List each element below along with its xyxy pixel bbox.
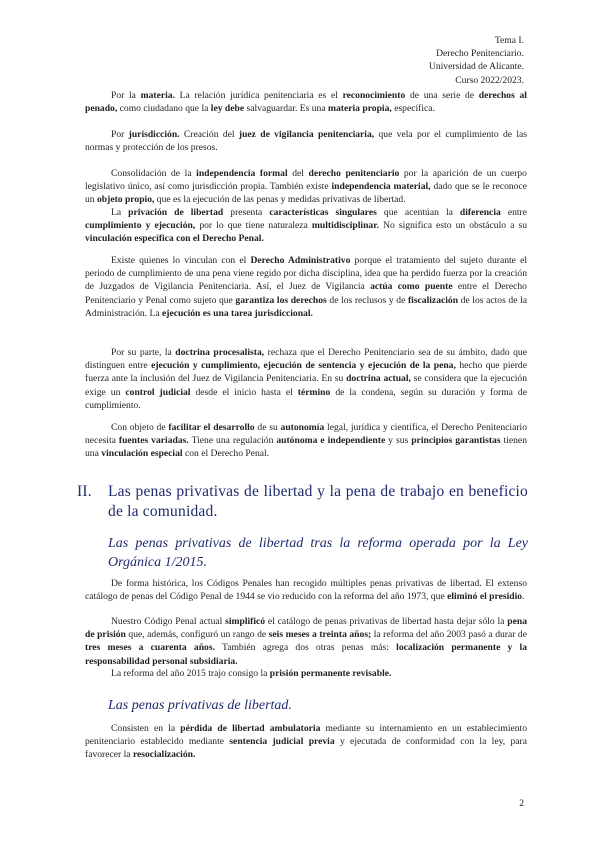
- text-run: que acentúan la: [376, 207, 460, 218]
- bold-text: simplificó: [225, 616, 266, 627]
- bold-text: vinculación especial: [101, 448, 183, 460]
- text-run: .: [522, 591, 525, 603]
- bold-text: fuentes variadas.: [118, 435, 189, 447]
- header-line: Curso 2022/2023.: [455, 74, 524, 86]
- bold-text: juez de vigilancia penitenciaria,: [238, 129, 375, 140]
- text-run: De forma histórica, los Códigos Penales han recogido múltiples penas privativas de libertad. El extenso catálogo de penas del Código Penal de 1944 se vio reducido con la reforma del año 1973, que: [85, 578, 527, 603]
- bold-text: término: [297, 386, 331, 398]
- header-line: Derecho Penitenciario.: [436, 48, 524, 60]
- text-run: legal, jurídica y científica, el Derecho Penitenciario necesita: [85, 422, 528, 447]
- paragraph-historia: [85, 577, 527, 603]
- text-run: específica.: [391, 103, 435, 115]
- text-run: de su: [254, 422, 281, 433]
- text-run: y ejecutada de conformidad con la ley, para favorecer la: [85, 736, 527, 761]
- text-run: que, además, configuró un rango de: [125, 629, 269, 641]
- bold-text: derecho penitenciario: [308, 168, 400, 179]
- text-run: de los reclusos y de: [326, 294, 408, 306]
- section-title: Las penas privativas de libertad y la pena de trabajo en beneficio de la comunidad.: [108, 483, 528, 520]
- bold-text: ejecución es una tarea jurisdiccional.: [162, 307, 313, 319]
- text-run: mediante su internamiento en un establecimiento penitenciario establecido mediante: [85, 723, 528, 748]
- text-run: del: [287, 168, 309, 179]
- text-run: No significa esto un obstáculo a su: [379, 220, 527, 232]
- text-run: entre el Derecho Penitenciario y Penal como sujeto que: [85, 281, 527, 306]
- bold-text: doctrina actual,: [346, 373, 411, 385]
- bold-text: Derecho Administrativo: [250, 255, 351, 266]
- header-line: Universidad de Alicante.: [428, 61, 524, 73]
- bold-text: principios garantistas: [411, 435, 501, 447]
- text-run: que vela por el cumplimiento de las normas y protección de los presos.: [85, 129, 527, 154]
- bold-text: sentencia judicial previa: [229, 736, 335, 748]
- bold-text: diferencia: [459, 207, 501, 218]
- bold-text: jurisdicción.: [128, 129, 180, 140]
- text-run: rechaza que el Derecho Penitenciario sea de su ámbito, dado que distinguen entre: [85, 347, 527, 372]
- paragraph-definicion: [85, 722, 527, 762]
- bold-text: materia.: [140, 90, 175, 101]
- paragraph-privacion: [85, 206, 527, 246]
- text-run: La: [111, 207, 129, 218]
- text-run: de una serie de: [405, 90, 479, 101]
- text-run: entre: [500, 207, 527, 218]
- text-run: por lo que tiene naturaleza: [195, 220, 312, 232]
- section-number: II.: [77, 483, 92, 500]
- text-run: Tiene una regulación: [188, 435, 277, 447]
- bold-text: prisión permanente revisable.: [269, 668, 392, 679]
- text-run: como ciudadano que la: [117, 103, 211, 115]
- bold-text: pérdida de libertad ambulatoria: [180, 723, 321, 734]
- text-run: dado que se le reconoce un: [85, 181, 527, 206]
- bold-text: privación de libertad: [128, 207, 224, 218]
- bold-text: garantiza los derechos: [235, 294, 327, 306]
- text-run: Por la: [111, 90, 141, 101]
- text-run: que es la ejecución de las penas y medidas privativas de libertad.: [154, 194, 406, 206]
- page-header: [429, 34, 524, 87]
- bold-text: autonomía: [280, 422, 325, 433]
- bold-text: derechos al penado,: [85, 90, 527, 115]
- paragraph-procesalista: [85, 346, 527, 412]
- text-run: Existe quienes lo vinculan con el: [111, 255, 251, 266]
- text-run: el catálogo de penas privativas de libertad hasta dejar sólo la: [265, 616, 508, 627]
- paragraph-jurisdiccion: [85, 128, 527, 154]
- bold-text: multidisciplinar.: [311, 220, 380, 232]
- text-run: presenta: [223, 207, 270, 218]
- paragraph-administrativo: [85, 254, 527, 320]
- paragraph-materia: [85, 89, 527, 115]
- bold-text: resocialización.: [132, 749, 196, 761]
- bold-text: doctrina procesalista,: [175, 347, 265, 358]
- bold-text: independencia formal: [196, 168, 288, 179]
- text-run: de los actos de la Administración. La: [85, 294, 527, 319]
- text-run: y sus: [385, 435, 412, 447]
- bold-text: autónoma e independiente: [276, 435, 386, 447]
- bold-text: fiscalización: [407, 294, 459, 306]
- bold-text: ejecución y cumplimiento, ejecución de sentencia y ejecución de la pena,: [151, 360, 456, 372]
- bold-text: objeto propio,: [97, 194, 155, 206]
- text-run: La reforma del año 2015 trajo consigo la: [111, 668, 270, 679]
- text-run: Consolidación de la: [111, 168, 197, 179]
- text-run: Nuestro Código Penal actual: [111, 616, 226, 627]
- bold-text: control judicial: [125, 386, 191, 398]
- bold-text: facilitar el desarrollo: [168, 422, 255, 433]
- text-run: con el Derecho Penal.: [182, 448, 270, 460]
- paragraph-codigo-actual: [85, 615, 527, 668]
- paragraph-reforma-2015: [85, 667, 527, 680]
- subsection-heading: Las penas privativas de libertad tras la reforma operada por la Ley Orgánica 1/2015.: [108, 536, 528, 570]
- bold-text: vinculación específica con el Derecho Penal.: [85, 233, 264, 245]
- bold-text: independencia material,: [331, 181, 431, 193]
- text-run: Creación del: [179, 129, 239, 140]
- bold-text: localización permanente y la responsabilidad personal subsidiaria.: [85, 642, 528, 667]
- bold-text: tres meses a cuarenta años.: [85, 642, 215, 654]
- text-run: Por su parte, la: [111, 347, 176, 358]
- page-number: 2: [519, 798, 524, 809]
- text-run: la reforma del año 2003 pasó a durar de: [371, 629, 527, 641]
- bold-text: reconocimiento: [342, 90, 406, 101]
- bold-text: características singulares: [269, 207, 377, 218]
- text-run: Con objeto de: [111, 422, 169, 433]
- text-run: de la condena, según su duración y forma de cumplimiento.: [85, 386, 527, 411]
- header-line: Tema I.: [494, 35, 524, 46]
- bold-text: eliminó el presidio: [447, 591, 523, 603]
- bold-text: materia propia,: [328, 103, 392, 115]
- text-run: se considera que la ejecución exige un: [85, 373, 527, 398]
- text-run: salvaguardar. Es una: [244, 103, 329, 115]
- text-run: Consisten en la: [111, 723, 181, 734]
- text-run: También agrega dos otras penas más:: [214, 642, 397, 654]
- text-run: La relación jurídica penitenciaria es el: [175, 90, 343, 101]
- text-run: porque el tratamiento del sujeto durante el periodo de cumplimiento de una pena viene regido por dicha disciplina, idea que ha perdido fuerza por la creación de Juzgados de Vigilancia Penitenciaria. Así, el Juez de Vigilancia: [85, 255, 528, 293]
- text-run: por la aparición de un cuerpo legislativo único, así como jurisdicción propia. También existe: [85, 168, 527, 193]
- text-run: tienen una: [85, 435, 527, 460]
- bold-text: cumplimiento y ejecución,: [85, 220, 196, 232]
- subsection-heading: Las penas privativas de libertad.: [108, 698, 292, 713]
- bold-text: ley debe: [210, 103, 245, 115]
- text-run: hecho que pierde fuerza ante la inclusión del Juez de Vigilancia Penitenciaria. En su: [85, 360, 527, 385]
- bold-text: pena de prisión: [85, 616, 527, 641]
- paragraph-consolidacion: [85, 167, 527, 207]
- text-run: desde el inicio hasta el: [190, 386, 298, 398]
- paragraph-fuentes: [85, 421, 527, 461]
- text-run: Por: [111, 129, 129, 140]
- bold-text: actúa como puente: [370, 281, 453, 293]
- bold-text: seis meses a treinta años;: [268, 629, 372, 641]
